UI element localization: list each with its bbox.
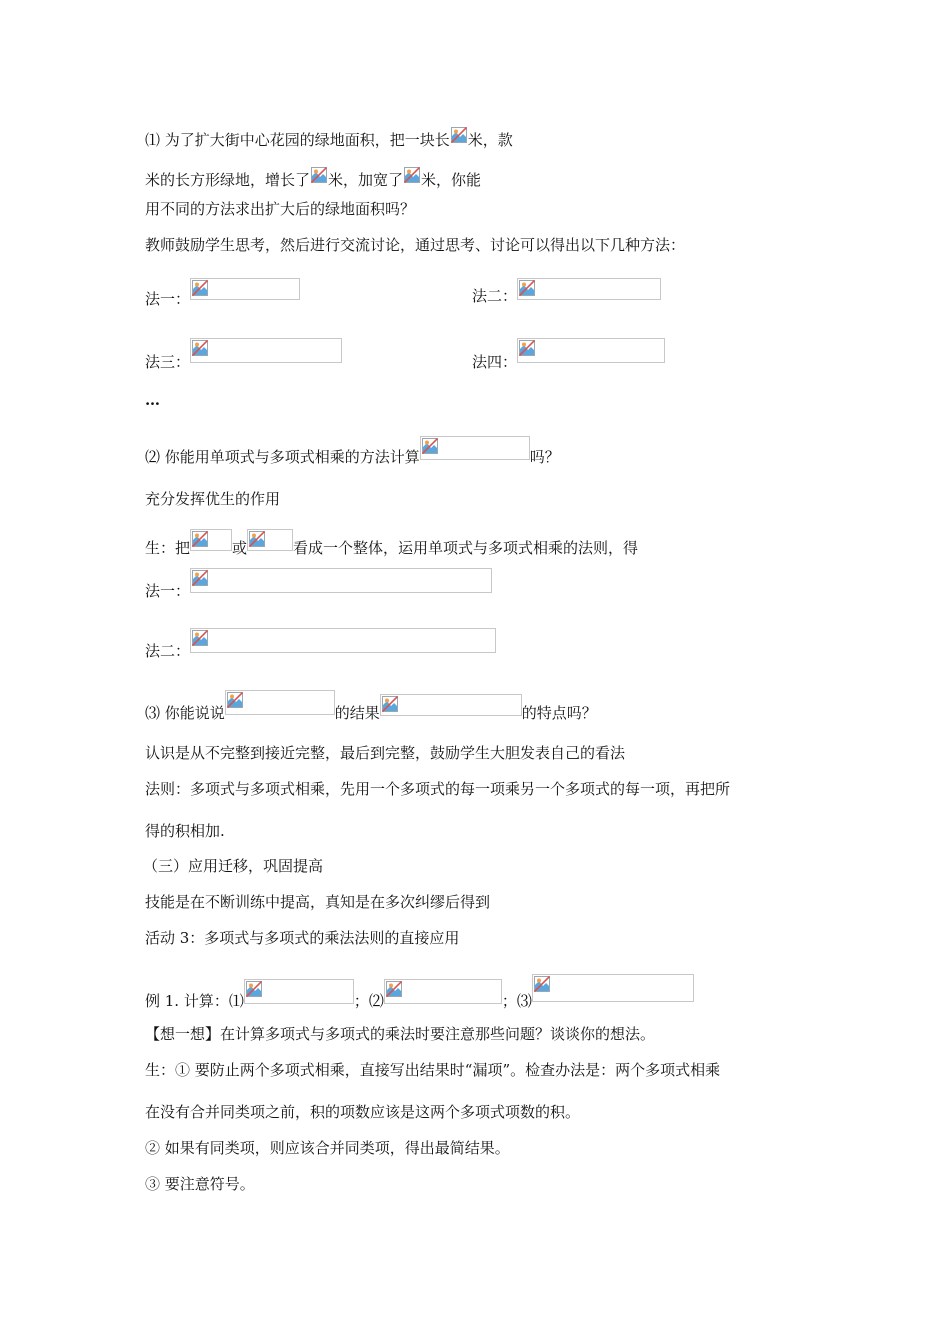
paragraph: 技能是在不断训练中提高，真知是在多次纠缪后得到 — [145, 893, 491, 911]
ellipsis: … — [145, 391, 160, 409]
broken-image-icon — [192, 630, 208, 646]
broken-image-icon — [246, 981, 262, 997]
formula-image — [450, 126, 468, 148]
formula-image — [190, 278, 300, 300]
broken-image-icon — [404, 167, 420, 183]
broken-image-icon — [422, 438, 438, 454]
formula-image — [532, 974, 694, 1002]
question-3: ⑶ 你能说说 的结果 的特点吗？ — [145, 690, 597, 710]
broken-image-icon — [386, 981, 402, 997]
formula-image — [190, 568, 492, 593]
broken-image-icon — [382, 696, 398, 712]
formula-image — [190, 529, 232, 551]
broken-image-icon — [534, 976, 550, 992]
rule-line-2: 得的积相加. — [145, 822, 225, 840]
method-1: 法一： — [145, 278, 300, 298]
answer-line-3: ② 如果有同类项，则应该合并同类项，得出最简结果。 — [145, 1139, 510, 1157]
answer-line-2: 在没有合并同类项之前，积的项数应该是这两个多项式项数的积。 — [145, 1103, 581, 1121]
formula-image — [244, 979, 354, 1004]
think-prompt: 【想一想】在计算多项式与多项式的乘法时要注意那些问题？谈谈你的想法。 — [145, 1025, 656, 1043]
paragraph: 用不同的方法求出扩大后的绿地面积吗？ — [145, 200, 416, 218]
broken-image-icon — [192, 570, 208, 586]
broken-image-icon — [192, 280, 208, 296]
answer-line-4: ③ 要注意符号。 — [145, 1175, 255, 1193]
method-3: 法三： — [145, 338, 342, 358]
section-heading: （三）应用迁移，巩固提高 — [143, 857, 324, 875]
broken-image-icon — [519, 340, 535, 356]
rule-line-1: 法则：多项式与多项式相乘，先用一个多项式的每一项乘另一个多项式的每一项，再把所 — [145, 780, 731, 798]
method-2: 法二： — [472, 278, 661, 298]
formula-image — [517, 338, 665, 363]
answer-line-1: 生：① 要防止两个多项式相乘，直接写出结果时“漏项”。检查办法是：两个多项式相乘 — [145, 1061, 721, 1079]
paragraph: 充分发挥优生的作用 — [145, 490, 281, 508]
formula-image — [380, 694, 522, 716]
broken-image-icon — [192, 531, 208, 547]
broken-image-icon — [192, 340, 208, 356]
formula-image — [247, 529, 293, 551]
broken-image-icon — [311, 167, 327, 183]
method-4: 法四： — [472, 338, 665, 358]
formula-image — [517, 278, 661, 300]
question-2: ⑵ 你能用单项式与多项式相乘的方法计算 吗？ — [145, 436, 560, 456]
broken-image-icon — [227, 692, 243, 708]
formula-image — [190, 338, 342, 363]
formula-image — [420, 436, 530, 460]
formula-image — [225, 690, 335, 715]
student-method-2: 法二： — [145, 628, 496, 648]
formula-image — [403, 166, 421, 188]
formula-image — [190, 628, 496, 653]
problem-1-line-2: 米的长方形绿地，增长了 米，加宽了 米，你能 — [145, 166, 481, 186]
student-line: 生：把 或 看成一个整体，运用单项式与多项式相乘的法则，得 — [145, 529, 638, 549]
broken-image-icon — [451, 127, 467, 143]
example-1: 例 1. 计算：⑴ ；⑵ ；⑶ — [145, 974, 694, 994]
formula-image — [384, 979, 502, 1004]
broken-image-icon — [519, 280, 535, 296]
activity-heading: 活动 3：多项式与多项式的乘法法则的直接应用 — [145, 929, 460, 947]
paragraph: 认识是从不完整到接近完整，最后到完整，鼓励学生大胆发表自己的看法 — [145, 744, 626, 762]
broken-image-icon — [249, 531, 265, 547]
student-method-1: 法一： — [145, 568, 492, 588]
paragraph: 教师鼓励学生思考，然后进行交流讨论，通过思考、讨论可以得出以下几种方法： — [145, 236, 686, 254]
formula-image — [310, 166, 328, 188]
problem-1-line-1: ⑴ 为了扩大街中心花园的绿地面积，把一块长 米，款 — [145, 126, 513, 146]
